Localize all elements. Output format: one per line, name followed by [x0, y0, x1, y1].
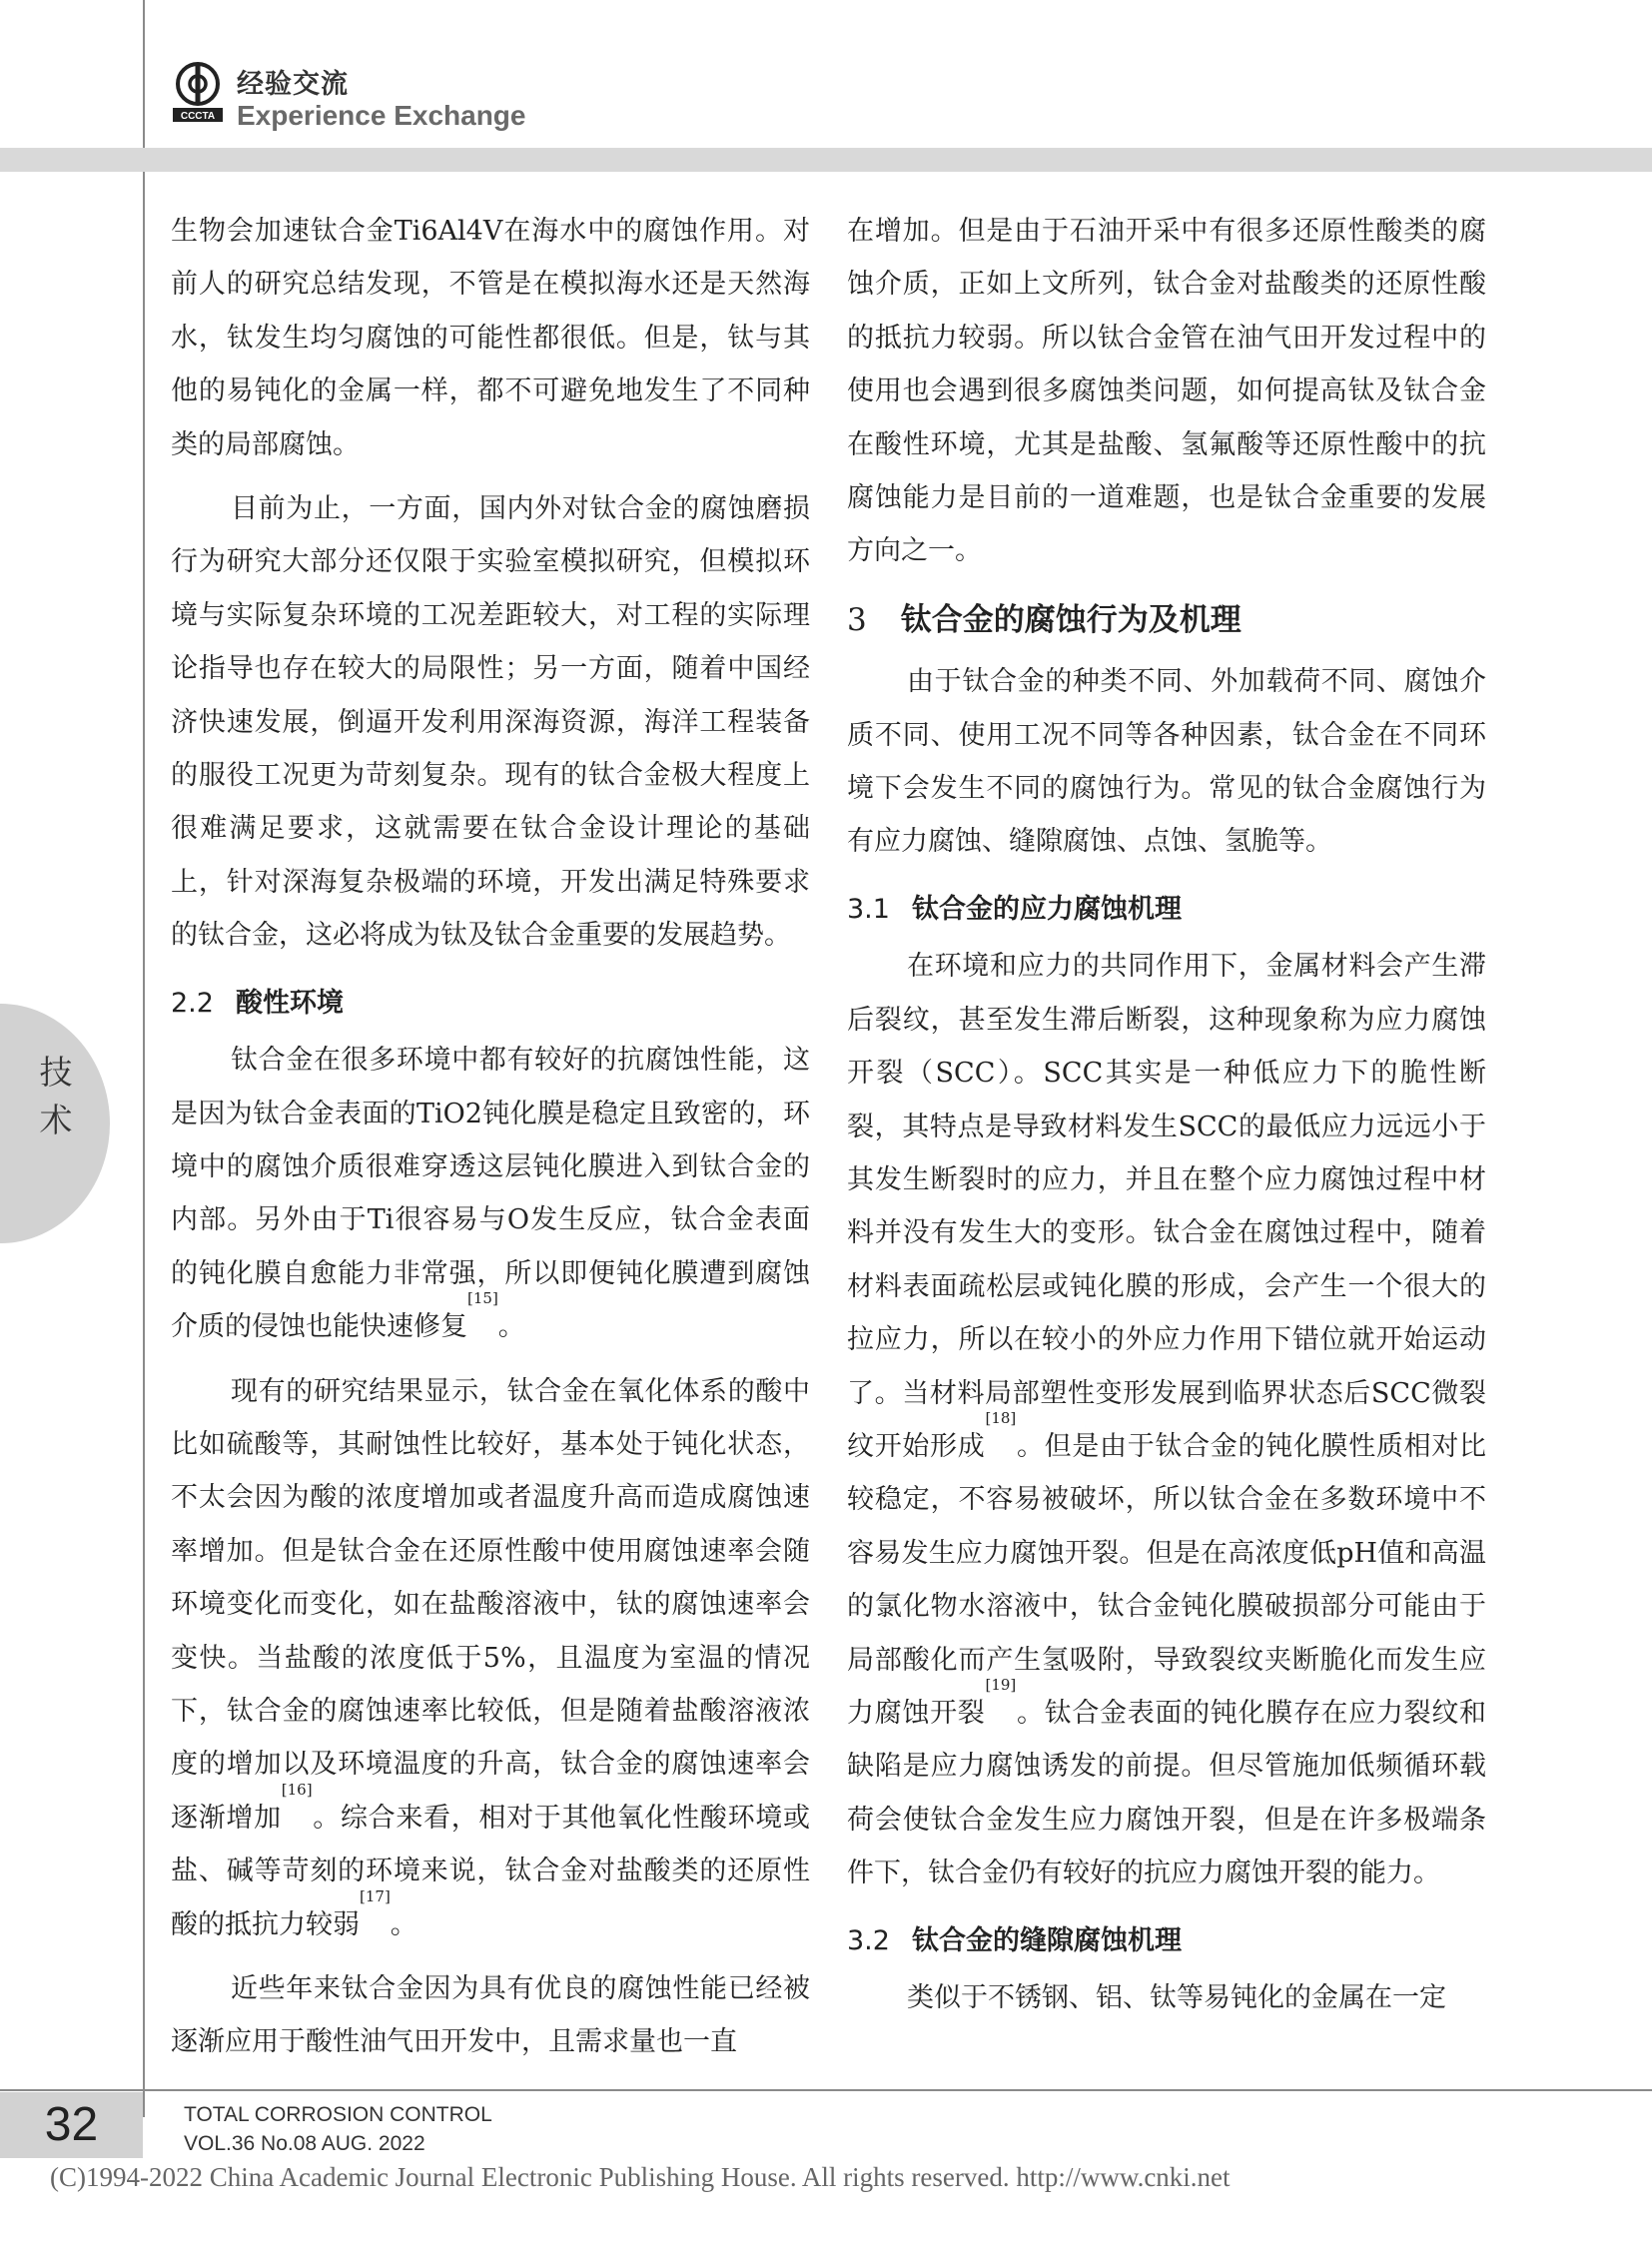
svg-text:CCCTA: CCCTA [180, 111, 216, 122]
paragraph: 钛合金在很多环境中都有较好的抗腐蚀性能，这是因为钛合金表面的TiO2钝化膜是稳定且致密的，环境中的腐蚀介质很难穿透这层钝化膜进入到钛合金的内部。另外由于Ti很容易与O发生反应，钛合金表面的钝化膜自愈能力非常强，所以即便钝化膜遭到腐蚀介质的侵蚀也能快速修复[15]。 [171, 1045, 810, 1343]
journal-name: TOTAL CORROSION CONTROL [184, 2103, 492, 2126]
right-column [847, 205, 1486, 2024]
section-heading-2-2 [171, 977, 810, 1030]
heading-number: 2.2 [171, 987, 214, 1019]
footer-rule [0, 2089, 1652, 2091]
citation: [18] [985, 1408, 1017, 1427]
heading-title: 酸性环境 [235, 987, 344, 1019]
journal-issue: VOL.36 No.08 AUG. 2022 [184, 2132, 425, 2155]
paragraph: 目前为止，一方面，国内外对钛合金的腐蚀磨损行为研究大部分还仅限于实验室模拟研究，但模拟环境与实际复杂环境的工况差距较大，对工程的实际理论指导也存在较大的局限性；另一方面，随着中国经济快速发展，倒逼开发利用深海资源，海洋工程装备的服役工况更为苛刻复杂。现有的钛合金极大程度上很难满足要求，这就需要在钛合金设计理论的基础上，针对深海复杂极端的环境，开发出满足特殊要求的钛合金，这必将成为钛及钛合金重要的发展趋势。 [171, 493, 810, 952]
column-title-cn: 经验交流 [237, 69, 349, 100]
section-tab-label: 技术 [39, 1053, 73, 1139]
heading-number: 3.2 [847, 1924, 890, 1956]
paragraph: 类似于不锈钢、铝、钛等易钝化的金属在一定 [907, 1982, 1446, 2013]
citation: [15] [467, 1289, 498, 1308]
section-heading-3 [847, 594, 1486, 647]
paragraph: 由于钛合金的种类不同、外加载荷不同、腐蚀介质不同、使用工况不同等各种因素，钛合金在不同环境下会发生不同的腐蚀行为。常见的钛合金腐蚀行为有应力腐蚀、缝隙腐蚀、点蚀、氢脆等。 [847, 666, 1486, 858]
section-heading-3-1 [847, 883, 1486, 936]
heading-number: 3 [847, 601, 867, 638]
vertical-rule [143, 0, 145, 2117]
copyright-line: (C)1994-2022 China Academic Journal Electronic Publishing House. All rights reserved. http://www.cnki.net [50, 2162, 1231, 2192]
citation: [16] [281, 1780, 313, 1799]
journal-logo [171, 62, 225, 124]
paragraph: 在环境和应力的共同作用下，金属材料会产生滞后裂纹，甚至发生滞后断裂，这种现象称为应力腐蚀开裂（SCC）。SCC其实是一种低应力下的脆性断裂，其特点是导致材料发生SCC的最低应力远远小于其发生断裂时的应力，并且在整个应力腐蚀过程中材料并没有发生大的变形。钛合金在腐蚀过程中，随着材料表面疏松层或钝化膜的形成，会产生一个很大的拉应力，所以在较小的外应力作用下错位就开始运动了。当材料局部塑性变形发展到临界状态后SCC微裂纹开始形成[18]。但是由于钛合金的钝化膜性质相对比较稳定，不容易被破坏，所以钛合金在多数环境中不容易发生应力腐蚀开裂。但是在高浓度低pH值和高温的氯化物水溶液中，钛合金钝化膜破损部分可能由于局部酸化而产生氢吸附，导致裂纹夹断脆化而发生应力腐蚀开裂[19]。钛合金表面的钝化膜存在应力裂纹和缺陷是应力腐蚀诱发的前提。但尽管施加低频循环载荷会使钛合金发生应力腐蚀开裂，但是在许多极端条件下，钛合金仍有较好的抗应力腐蚀开裂的能力。 [847, 951, 1487, 1889]
paragraph: 近些年来钛合金因为具有优良的腐蚀性能已经被逐渐应用于酸性油气田开发中，且需求量也一直 [171, 1973, 810, 2058]
column-title-en: Experience Exchange [237, 100, 526, 131]
left-column [171, 205, 810, 2069]
header-band [0, 148, 1652, 172]
paragraph: 在增加。但是由于石油开采中有很多还原性酸类的腐蚀介质，正如上文所列，钛合金对盐酸类的还原性酸的抵抗力较弱。所以钛合金管在油气田开发过程中的使用也会遇到很多腐蚀类问题，如何提高钛及钛合金在酸性环境，尤其是盐酸、氢氟酸等还原性酸中的抗腐蚀能力是目前的一道难题，也是钛合金重要的发展方向之一。 [847, 216, 1486, 567]
heading-number: 3.1 [847, 893, 890, 925]
page-number: 32 [44, 2098, 99, 2151]
section-heading-3-2 [847, 1914, 1486, 1967]
paragraph: 生物会加速钛合金Ti6Al4V在海水中的腐蚀作用。对前人的研究总结发现，不管是在模拟海水还是天然海水，钛发生均匀腐蚀的可能性都很低。但是，钛与其他的易钝化的金属一样，都不可避免地发生了不同种类的局部腐蚀。 [171, 216, 810, 460]
journal-info [184, 2100, 492, 2158]
heading-title: 钛合金的缝隙腐蚀机理 [911, 1924, 1182, 1956]
citation: [19] [985, 1675, 1017, 1694]
citation: [17] [360, 1886, 391, 1905]
paragraph: 现有的研究结果显示，钛合金在氧化体系的酸中比如硫酸等，其耐蚀性比较好，基本处于钝化状态，不太会因为酸的浓度增加或者温度升高而造成腐蚀速率增加。但是钛合金在还原性酸中使用腐蚀速率会随环境变化而变化，如在盐酸溶液中，钛的腐蚀速率会变快。当盐酸的浓度低于5%，且温度为室温的情况下，钛合金的腐蚀速率比较低，但是随着盐酸溶液浓度的增加以及环境温度的升高，钛合金的腐蚀速率会逐渐增加[16]。综合来看，相对于其他氧化性酸环境或盐、碱等苛刻的环境来说，钛合金对盐酸类的还原性酸的抵抗力较弱[17]。 [171, 1375, 811, 1940]
heading-title: 钛合金的腐蚀行为及机理 [900, 601, 1241, 638]
heading-title: 钛合金的应力腐蚀机理 [911, 893, 1182, 925]
